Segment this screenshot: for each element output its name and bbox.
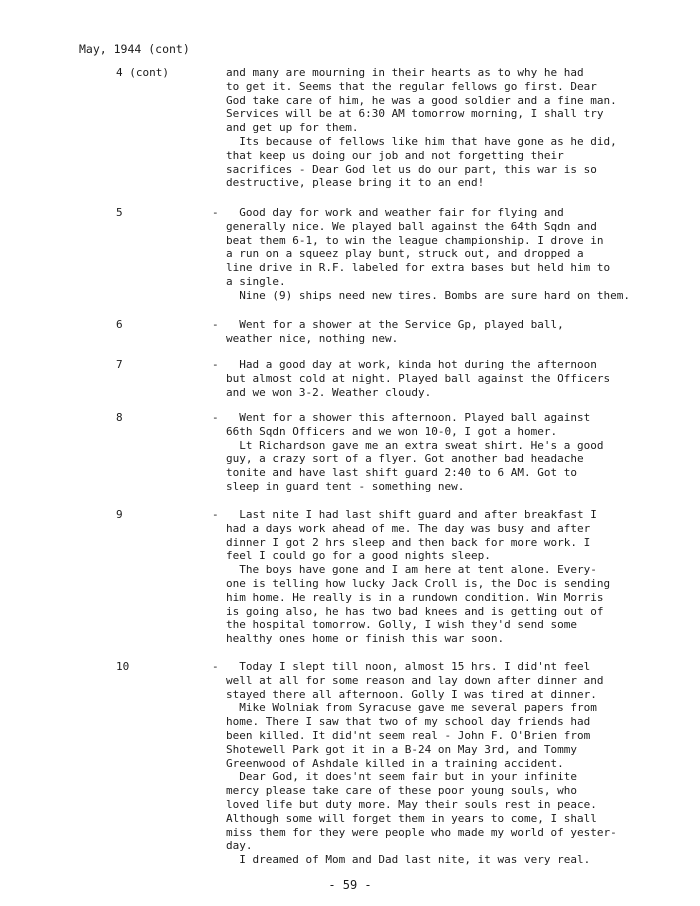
entry-text-line: Greenwood of Ashdale killed in a training accident. bbox=[226, 756, 564, 770]
entry-text-line: the hospital tomorrow. Golly, I wish they'd send some bbox=[226, 618, 577, 632]
entry-text-line: a run on a squeez play bunt, struck out, and dropped a bbox=[226, 247, 584, 261]
entry-day: 10 bbox=[116, 660, 130, 673]
entry-text-line: had a days work ahead of me. The day was busy and after bbox=[226, 521, 591, 535]
entry-dash: - bbox=[212, 358, 219, 371]
entry-day: 4 (cont) bbox=[116, 66, 169, 79]
entry-text-line: Shotewell Park got it in a B-24 on May 3rd, and Tommy bbox=[226, 742, 577, 756]
entry-text-line: God take care of him, he was a good soldier and a fine man. bbox=[226, 93, 617, 107]
entry-text-line: Although some will forget them in years to come, I shall bbox=[226, 811, 597, 825]
entry-text-line: and many are mourning in their hearts as to why he had bbox=[226, 66, 584, 79]
entry-text-line: Went for a shower at the Service Gp, played ball, bbox=[226, 318, 564, 331]
entry-text-line: 66th Sqdn Officers and we won 10-0, I got a homer. bbox=[226, 424, 558, 438]
entry-day: 9 bbox=[116, 508, 123, 521]
entry-day: 8 bbox=[116, 411, 123, 424]
entry-day: 7 bbox=[116, 358, 123, 371]
entry-text-line: Went for a shower this afternoon. Played ball against bbox=[226, 411, 591, 424]
entry-text-line: beat them 6-1, to win the league championship. I drove in bbox=[226, 233, 604, 247]
entry-dash: - bbox=[212, 508, 219, 521]
entry-text-line: Dear God, it does'nt seem fair but in your infinite bbox=[226, 770, 577, 784]
entry-text-line: The boys have gone and I am here at tent alone. Every- bbox=[226, 563, 597, 577]
entry-text-line: guy, a crazy sort of a flyer. Got another bad headache bbox=[226, 452, 584, 466]
entry-dash: - bbox=[212, 660, 219, 673]
entry-text-line: that keep us doing our job and not forgetting their bbox=[226, 148, 564, 162]
entry-text bbox=[226, 318, 656, 346]
entry-text-line: to get it. Seems that the regular fellows go first. Dear bbox=[226, 79, 597, 93]
entry-text-line: and get up for them. bbox=[226, 121, 359, 135]
entry-text-line: him home. He really is in a rundown condition. Win Morris bbox=[226, 590, 604, 604]
entry-text bbox=[226, 358, 656, 399]
entry-day: 6 bbox=[116, 318, 123, 331]
entry-text-line: Last nite I had last shift guard and after breakfast I bbox=[226, 508, 597, 521]
entry-text-line: generally nice. We played ball against the 64th Sqdn and bbox=[226, 219, 597, 233]
entry-dash: - bbox=[212, 206, 219, 219]
entry-text bbox=[226, 660, 656, 867]
page-header-date: May, 1944 (cont) bbox=[79, 42, 190, 56]
entry-dash: - bbox=[212, 318, 219, 331]
entry-text-line: home. There I saw that two of my school day friends had bbox=[226, 715, 591, 729]
entry-text-line: dinner I got 2 hrs sleep and then back for more work. I bbox=[226, 535, 591, 549]
entry-text-line: well at all for some reason and lay down after dinner and bbox=[226, 673, 604, 687]
entry-text-line: miss them for they were people who made my world of yester- bbox=[226, 825, 617, 839]
entry-text-line: is going also, he has two bad knees and is getting out of bbox=[226, 604, 604, 618]
entry-text-line: Today I slept till noon, almost 15 hrs. I did'nt feel bbox=[226, 660, 591, 673]
entry-text-line: mercy please take care of these poor young souls, who bbox=[226, 784, 577, 798]
entry-text-line: sleep in guard tent - something new. bbox=[226, 479, 465, 493]
entry-text bbox=[226, 411, 656, 494]
entry-text-line: loved life but duty more. May their souls rest in peace. bbox=[226, 797, 597, 811]
entry-text-line: line drive in R.F. labeled for extra bases but held him to bbox=[226, 261, 611, 275]
entry-text bbox=[226, 66, 656, 190]
entry-text-line: but almost cold at night. Played ball against the Officers bbox=[226, 371, 611, 385]
entry-text-line: weather nice, nothing new. bbox=[226, 331, 399, 345]
entry-text-line: destructive, please bring it to an end! bbox=[226, 176, 485, 190]
entry-text-line: one is telling how lucky Jack Croll is, the Doc is sending bbox=[226, 576, 611, 590]
entry-text-line: stayed there all afternoon. Golly I was tired at dinner. bbox=[226, 687, 597, 701]
entry-text bbox=[226, 508, 656, 646]
entry-text-line: day. bbox=[226, 839, 253, 853]
entry-text-line: and we won 3-2. Weather cloudy. bbox=[226, 385, 432, 399]
entry-text-line: Mike Wolniak from Syracuse gave me several papers from bbox=[226, 701, 597, 715]
page-number: - 59 - bbox=[328, 878, 372, 892]
entry-dash: - bbox=[212, 411, 219, 424]
entry-text-line: been killed. It did'nt seem real - John F. O'Brien from bbox=[226, 728, 591, 742]
entry-text-line: Lt Richardson gave me an extra sweat shirt. He's a good bbox=[226, 438, 604, 452]
entry-text-line: tonite and have last shift guard 2:40 to 6 AM. Got to bbox=[226, 466, 577, 480]
entry-text-line: Services will be at 6:30 AM tomorrow morning, I shall try bbox=[226, 107, 604, 121]
entry-day: 5 bbox=[116, 206, 123, 219]
entry-text-line: healthy ones home or finish this war soon. bbox=[226, 632, 505, 646]
entry-text-line: a single. bbox=[226, 274, 286, 288]
entry-text-line: Its because of fellows like him that have gone as he did, bbox=[226, 134, 617, 148]
entry-text-line: I dreamed of Mom and Dad last nite, it was very real. bbox=[226, 853, 591, 867]
entry-text-line: feel I could go for a good nights sleep. bbox=[226, 549, 491, 563]
entry-text bbox=[226, 206, 656, 303]
entry-text-line: Nine (9) ships need new tires. Bombs are sure hard on them. bbox=[226, 288, 630, 302]
entry-text-line: Had a good day at work, kinda hot during the afternoon bbox=[226, 358, 597, 371]
entry-text-line: sacrifices - Dear God let us do our part, this war is so bbox=[226, 162, 597, 176]
entry-text-line: Good day for work and weather fair for flying and bbox=[226, 206, 564, 219]
